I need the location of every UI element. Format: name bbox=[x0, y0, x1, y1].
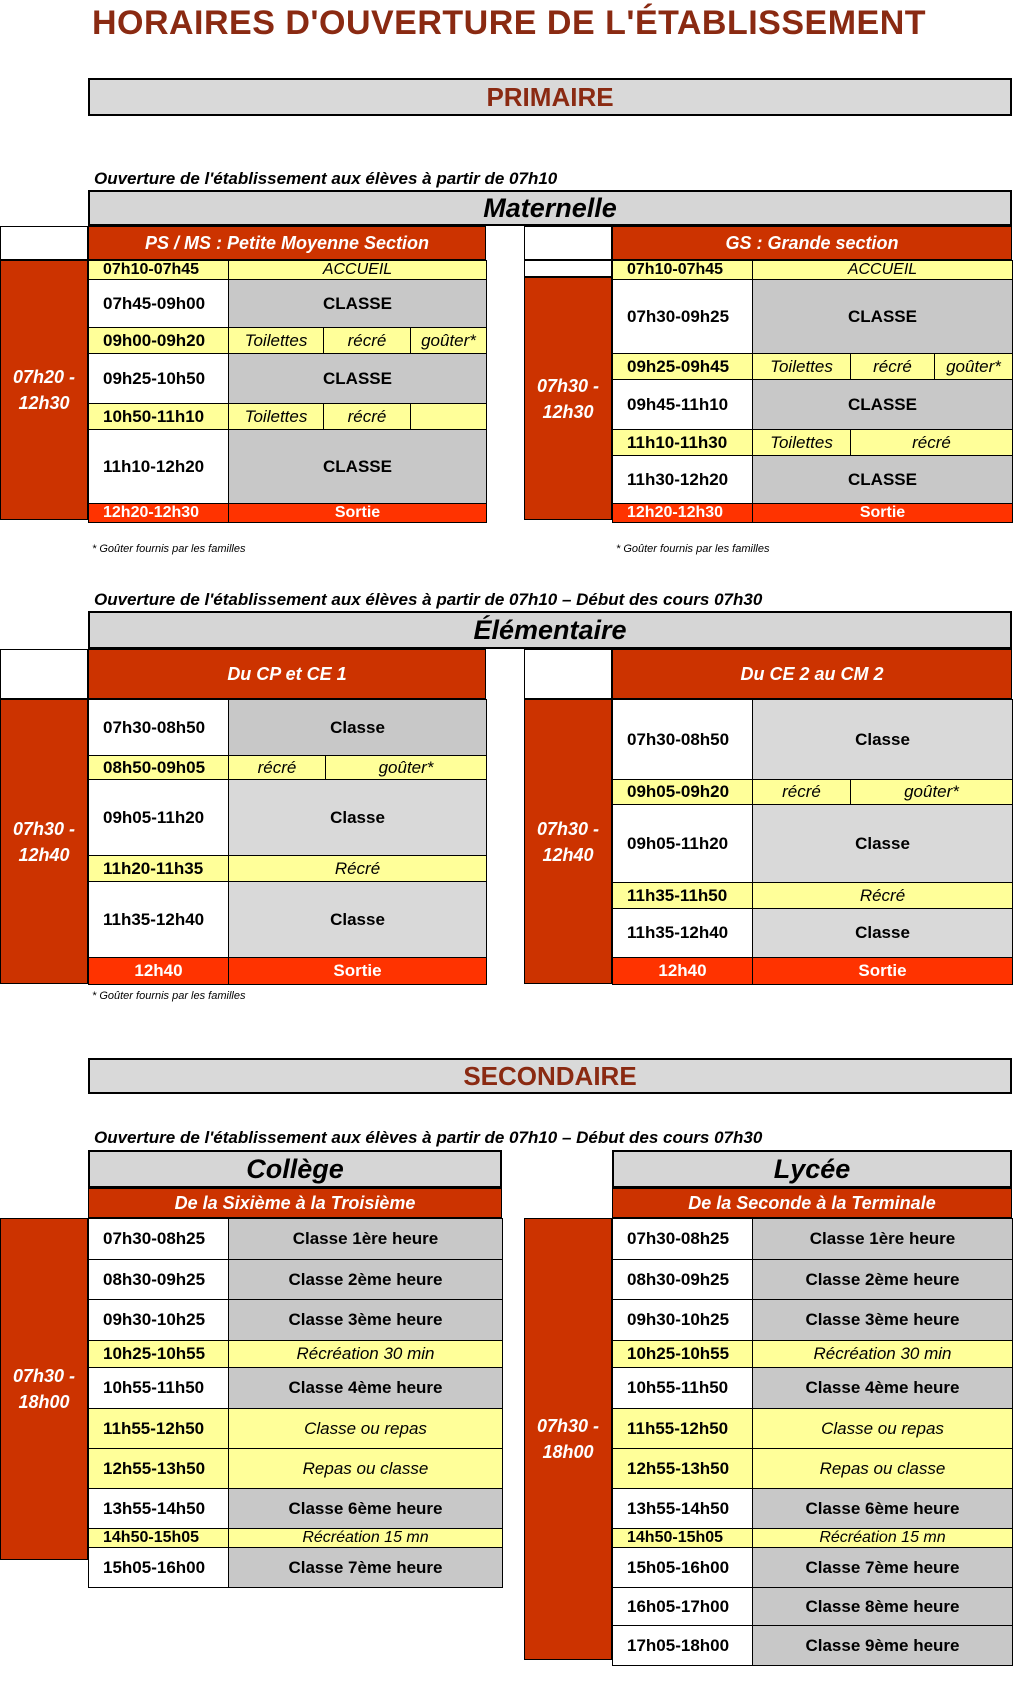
time-cell: 07h45-09h00 bbox=[89, 280, 229, 328]
time-cell: 09h05-11h20 bbox=[89, 780, 229, 856]
table-header-ce2-cm2: Du CE 2 au CM 2 bbox=[612, 649, 1012, 699]
activity-cell bbox=[411, 404, 487, 430]
activity-cell: Classe 6ème heure bbox=[229, 1489, 503, 1529]
time-range-lycee: 07h30 - 18h00 bbox=[524, 1218, 612, 1660]
activity-cell: Classe ou repas bbox=[753, 1409, 1013, 1449]
time-cell: 13h55-14h50 bbox=[89, 1489, 229, 1529]
time-cell: 11h10-11h30 bbox=[613, 430, 753, 456]
activity-cell: Classe 9ème heure bbox=[753, 1626, 1013, 1666]
time-cell: 12h55-13h50 bbox=[89, 1449, 229, 1489]
time-cell: 11h20-11h35 bbox=[89, 856, 229, 882]
opening-note-secondaire: Ouverture de l'établissement aux élèves à partir de 07h10 – Début des cours 07h30 bbox=[94, 1128, 763, 1147]
time-range-gs: 07h30 - 12h30 bbox=[524, 277, 612, 520]
activity-cell: Récréation 30 min bbox=[753, 1341, 1013, 1368]
activity-cell: Classe bbox=[229, 700, 487, 756]
time-cell: 09h45-11h10 bbox=[613, 380, 753, 430]
activity-cell: Récréation 15 mn bbox=[753, 1529, 1013, 1548]
time-cell: 09h00-09h20 bbox=[89, 328, 229, 354]
time-cell: 11h55-12h50 bbox=[89, 1409, 229, 1449]
subsection-title-elementaire: Élémentaire bbox=[88, 611, 1012, 649]
footnote-cp-ce1: * Goûter fournis par les familles bbox=[92, 990, 246, 1002]
footnote-gs: * Goûter fournis par les familles bbox=[616, 543, 770, 555]
schedule-table-lycee bbox=[612, 1218, 1013, 1666]
activity-cell: Repas ou classe bbox=[753, 1449, 1013, 1489]
activity-cell: Classe 8ème heure bbox=[753, 1588, 1013, 1626]
activity-cell: goûter* bbox=[411, 328, 487, 354]
activity-cell: Classe ou repas bbox=[229, 1409, 503, 1449]
footnote-ps-ms: * Goûter fournis par les familles bbox=[92, 543, 246, 555]
time-cell: 10h25-10h55 bbox=[89, 1341, 229, 1368]
activity-cell: récré bbox=[753, 780, 851, 805]
time-cell: 10h50-11h10 bbox=[89, 404, 229, 430]
blank-corner bbox=[0, 649, 88, 699]
activity-cell: Sortie bbox=[753, 504, 1013, 523]
time-cell: 09h30-10h25 bbox=[89, 1300, 229, 1341]
activity-cell: récré bbox=[229, 756, 326, 780]
activity-cell: récré bbox=[851, 354, 935, 380]
time-cell: 07h10-07h45 bbox=[89, 261, 229, 280]
activity-cell: Classe 7ème heure bbox=[229, 1548, 503, 1588]
time-cell: 12h55-13h50 bbox=[613, 1449, 753, 1489]
time-cell: 15h05-16h00 bbox=[89, 1548, 229, 1588]
blank-cell bbox=[524, 260, 612, 277]
activity-cell: Sortie bbox=[229, 504, 487, 523]
blank-corner bbox=[524, 649, 612, 699]
time-cell: 11h10-12h20 bbox=[89, 430, 229, 504]
activity-cell: goûter* bbox=[851, 780, 1013, 805]
activity-cell: Toilettes bbox=[753, 430, 851, 456]
activity-cell: Récré bbox=[229, 856, 487, 882]
activity-cell: goûter* bbox=[326, 756, 487, 780]
time-cell: 12h20-12h30 bbox=[89, 504, 229, 523]
time-cell: 09h25-09h45 bbox=[613, 354, 753, 380]
time-cell: 14h50-15h05 bbox=[613, 1529, 753, 1548]
page-title: HORAIRES D'OUVERTURE DE L'ÉTABLISSEMENT bbox=[91, 4, 927, 42]
time-cell: 09h05-09h20 bbox=[613, 780, 753, 805]
activity-cell: Récré bbox=[753, 883, 1013, 909]
activity-cell: CLASSE bbox=[229, 280, 487, 328]
time-cell: 07h30-08h25 bbox=[89, 1219, 229, 1260]
activity-cell: ACCUEIL bbox=[753, 261, 1013, 280]
table-header-ps-ms: PS / MS : Petite Moyenne Section bbox=[88, 226, 486, 260]
activity-cell: CLASSE bbox=[229, 430, 487, 504]
time-cell: 13h55-14h50 bbox=[613, 1489, 753, 1529]
time-cell: 09h25-10h50 bbox=[89, 354, 229, 404]
time-cell: 07h30-09h25 bbox=[613, 280, 753, 354]
activity-cell: Classe bbox=[229, 780, 487, 856]
section-band-secondaire: SECONDAIRE bbox=[88, 1058, 1012, 1094]
activity-cell: Classe 2ème heure bbox=[229, 1260, 503, 1300]
activity-cell: récré bbox=[851, 430, 1013, 456]
schedule-table-ps-ms bbox=[88, 260, 487, 523]
activity-cell: Classe 3ème heure bbox=[753, 1300, 1013, 1341]
activity-cell: Classe 7ème heure bbox=[753, 1548, 1013, 1588]
time-range-college: 07h30 - 18h00 bbox=[0, 1218, 88, 1560]
activity-cell: Toilettes bbox=[229, 404, 324, 430]
time-cell: 09h30-10h25 bbox=[613, 1300, 753, 1341]
activity-cell: ACCUEIL bbox=[229, 261, 487, 280]
time-cell: 15h05-16h00 bbox=[613, 1548, 753, 1588]
time-cell: 08h30-09h25 bbox=[89, 1260, 229, 1300]
activity-cell: Toilettes bbox=[753, 354, 851, 380]
opening-note-maternelle: Ouverture de l'établissement aux élèves à partir de 07h10 bbox=[94, 169, 558, 188]
subsection-title-college: Collège bbox=[88, 1150, 502, 1188]
time-cell: 16h05-17h00 bbox=[613, 1588, 753, 1626]
activity-cell: Classe 3ème heure bbox=[229, 1300, 503, 1341]
time-range-ps-ms: 07h20 - 12h30 bbox=[0, 260, 88, 520]
activity-cell: Sortie bbox=[753, 958, 1013, 985]
activity-cell: Repas ou classe bbox=[229, 1449, 503, 1489]
activity-cell: CLASSE bbox=[753, 280, 1013, 354]
time-cell: 12h40 bbox=[89, 958, 229, 985]
activity-cell: CLASSE bbox=[229, 354, 487, 404]
schedule-table-gs bbox=[612, 260, 1013, 523]
activity-cell: Récréation 15 mn bbox=[229, 1529, 503, 1548]
activity-cell: goûter* bbox=[935, 354, 1013, 380]
section-band-primaire: PRIMAIRE bbox=[88, 78, 1012, 116]
time-cell: 11h55-12h50 bbox=[613, 1409, 753, 1449]
time-cell: 11h35-12h40 bbox=[89, 882, 229, 958]
time-cell: 10h25-10h55 bbox=[613, 1341, 753, 1368]
activity-cell: Classe 4ème heure bbox=[753, 1368, 1013, 1409]
time-cell: 11h35-11h50 bbox=[613, 883, 753, 909]
activity-cell: Récréation 30 min bbox=[229, 1341, 503, 1368]
table-header-gs: GS : Grande section bbox=[612, 226, 1012, 260]
time-cell: 07h30-08h25 bbox=[613, 1219, 753, 1260]
table-header-college: De la Sixième à la Troisième bbox=[88, 1188, 502, 1218]
table-header-lycee: De la Seconde à la Terminale bbox=[612, 1188, 1012, 1218]
time-cell: 07h30-08h50 bbox=[613, 700, 753, 780]
activity-cell: Classe 4ème heure bbox=[229, 1368, 503, 1409]
activity-cell: CLASSE bbox=[753, 380, 1013, 430]
time-cell: 11h30-12h20 bbox=[613, 456, 753, 504]
activity-cell: Classe 6ème heure bbox=[753, 1489, 1013, 1529]
time-cell: 12h40 bbox=[613, 958, 753, 985]
time-cell: 07h10-07h45 bbox=[613, 261, 753, 280]
time-cell: 10h55-11h50 bbox=[613, 1368, 753, 1409]
time-cell: 11h35-12h40 bbox=[613, 909, 753, 958]
schedule-table-cp-ce1 bbox=[88, 699, 487, 985]
activity-cell: récré bbox=[324, 404, 411, 430]
activity-cell: récré bbox=[324, 328, 411, 354]
time-cell: 12h20-12h30 bbox=[613, 504, 753, 523]
time-range-ce2-cm2: 07h30 - 12h40 bbox=[524, 699, 612, 984]
blank-corner bbox=[0, 226, 88, 260]
blank-corner bbox=[524, 226, 612, 260]
time-cell: 08h50-09h05 bbox=[89, 756, 229, 780]
time-cell: 09h05-11h20 bbox=[613, 805, 753, 883]
schedule-table-college bbox=[88, 1218, 503, 1588]
activity-cell: Toilettes bbox=[229, 328, 324, 354]
activity-cell: Classe bbox=[229, 882, 487, 958]
subsection-title-lycee: Lycée bbox=[612, 1150, 1012, 1188]
time-cell: 07h30-08h50 bbox=[89, 700, 229, 756]
time-range-cp-ce1: 07h30 - 12h40 bbox=[0, 699, 88, 984]
activity-cell: Classe 1ère heure bbox=[229, 1219, 503, 1260]
activity-cell: Sortie bbox=[229, 958, 487, 985]
activity-cell: Classe 2ème heure bbox=[753, 1260, 1013, 1300]
time-cell: 14h50-15h05 bbox=[89, 1529, 229, 1548]
activity-cell: Classe bbox=[753, 700, 1013, 780]
opening-note-elementaire: Ouverture de l'établissement aux élèves à partir de 07h10 – Début des cours 07h30 bbox=[94, 590, 763, 609]
table-header-cp-ce1: Du CP et CE 1 bbox=[88, 649, 486, 699]
time-cell: 10h55-11h50 bbox=[89, 1368, 229, 1409]
time-cell: 17h05-18h00 bbox=[613, 1626, 753, 1666]
schedule-table-ce2-cm2 bbox=[612, 699, 1013, 985]
time-cell: 08h30-09h25 bbox=[613, 1260, 753, 1300]
subsection-title-maternelle: Maternelle bbox=[88, 190, 1012, 226]
activity-cell: CLASSE bbox=[753, 456, 1013, 504]
activity-cell: Classe 1ère heure bbox=[753, 1219, 1013, 1260]
activity-cell: Classe bbox=[753, 909, 1013, 958]
activity-cell: Classe bbox=[753, 805, 1013, 883]
